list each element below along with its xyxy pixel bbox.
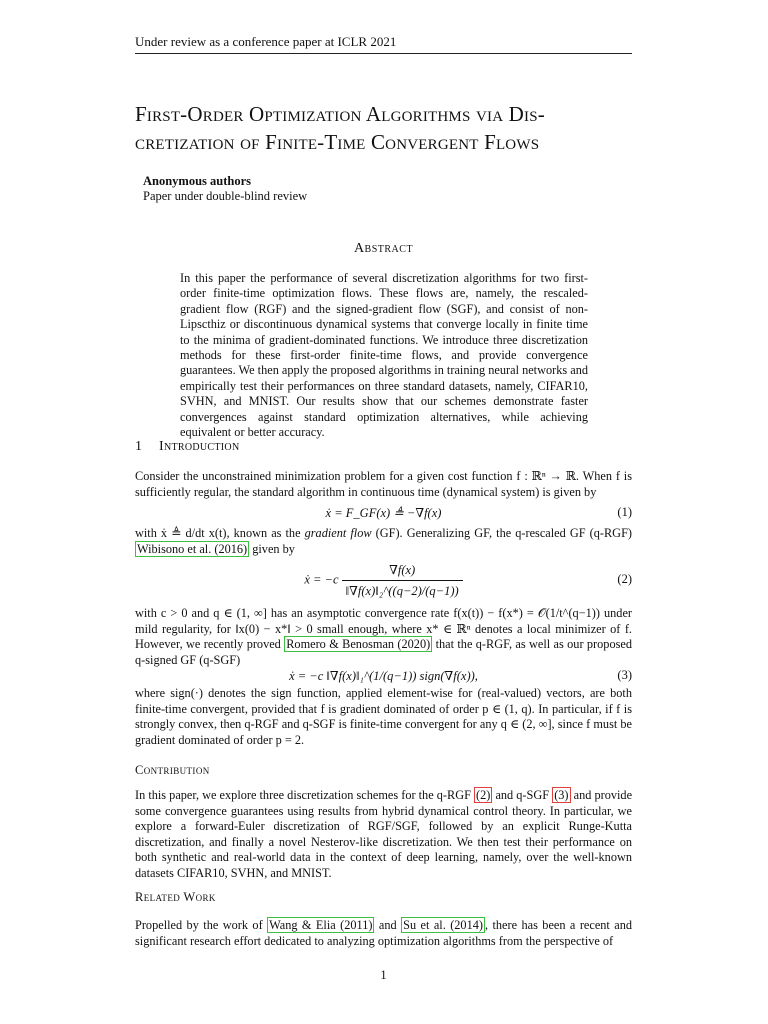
intro-paragraph-4: where sign(·) denotes the sign function, applied element-wise for (real-valued) vectors, are both finite-time convergent, provided that f is gradient dominated of order p ∈ (1, q). In particular, if f is strongly convex, then q-RGF and q-SGF is finite-time convergent for any q ∈ (2, ∞], since f must be gradient dominated of order p = 2. [135,686,632,747]
section-heading-introduction [135,439,239,455]
title-line-2: cretization of Finite-Time Convergent Flows [135,130,540,154]
equation-1-tag: (1) [617,505,632,519]
author-name: Anonymous authors [143,174,252,188]
equation-reference-link[interactable]: (3) [554,788,569,802]
paper-page [135,0,632,1024]
paper-title [135,100,632,156]
citation-link[interactable]: Romero & Benosman (2020) [286,637,431,652]
section-number: 1 [135,439,143,454]
p2-text-b: (GF). Generalizing GF, the q-rescaled GF (q-RGF) [375,526,632,540]
contribution-paragraph [135,788,632,882]
equation-2-lhs: ẋ = −c [304,572,339,587]
abstract-text: In this paper the performance of several discretization algorithms for two first-order finite-time optimization flows. These flows are, namely, the rescaled-gradient flow (RGF) and the signed-gradient flow (SGF), and consist of non-Lipscthiz or discontinuous dynamical systems that converge locally in finite time to the minima of gradient-dominated functions. We introduce three discretization methods for these first-order finite-time flows, and provide convergence guarantees. We then apply the proposed algorithms in training neural networks and empirically test their performances on three standard datasets, namely, CIFAR10, SVHN, and MNIST. Our results show that our schemes demonstrate faster convergences against standard optimization alternatives, while achieving equivalent or better accuracy. [180,271,588,440]
abstract-heading: Abstract [353,241,414,256]
intro-paragraph-3 [135,606,632,668]
author-block [143,174,307,204]
p3-text-b: that the q-RGF, as well as our proposed q-signed GF (q-SGF) [135,637,632,667]
citation-link[interactable]: Wibisono et al. (2016) [137,541,248,556]
page-number: 1 [380,968,387,982]
p2-text-c: given by [252,541,295,556]
author-affiliation: Paper under double-blind review [143,189,308,203]
related-text-a: Propelled by the work of [135,918,263,932]
equation-3 [135,668,632,688]
intro-paragraph-2 [135,526,632,557]
citation-link[interactable]: Wang & Elia (2011) [269,918,373,932]
running-header: Under review as a conference paper at ICLR 2021 [135,34,632,54]
p3-text-a: with c > 0 and q ∈ (1, ∞] has an asymptotic convergence rate f(x(t)) − f(x*) = 𝒪(1/t^(q−1)) under mild regularity, for ‖x(0) − x*‖ > 0 small enough, where x* ∈ ℝⁿ denotes a local minimizer of f. However, we recently proved [135,606,632,652]
contribution-heading: Contribution [135,763,210,777]
contribution-text-c: and provide some convergence guarantees using results from hybrid dynamical control theory. In particular, we explore a forward-Euler discretization of RGF/SGF, followed by an explicit Runge-Kutta discretization, and finally a novel Nesterov-like discretization. We then test their performance on both synthetic and real-world data in the context of deep learning, namely, over the well-known datasets CIFAR10, SVHN, and MNIST. [135,788,633,880]
equation-2-denominator: ‖∇f(x)‖₂^((q−2)/(q−1)) [345,584,459,598]
equation-2-tag: (2) [617,572,632,586]
equation-reference-link[interactable]: (2) [476,788,491,802]
citation-link[interactable]: Su et al. (2014) [403,918,483,932]
title-line-1: First-Order Optimization Algorithms via Dis- [135,102,545,126]
intro-paragraph-1: Consider the unconstrained minimization problem for a given cost function f : ℝⁿ → ℝ. When f is sufficiently regular, the standard algorithm in continuous time (dynamical system) is given by [135,469,632,499]
p2-text-a: with ẋ ≜ d/dt x(t), known as the [135,526,301,540]
equation-2 [135,562,632,598]
section-title: Introduction [159,439,240,454]
equation-1-body: ẋ = F_GF(x) ≜ −∇f(x) [325,506,442,520]
equation-3-tag: (3) [617,668,632,682]
equation-2-fraction [342,562,463,599]
equation-2-body [135,562,632,599]
p2-emphasis: gradient flow [304,526,372,540]
equation-1 [135,505,632,525]
contribution-text-b: and q-SGF [495,788,550,802]
related-text-b: and [378,918,397,932]
equation-2-numerator: ∇f(x) [342,562,463,581]
equation-3-body: ẋ = −c ‖∇f(x)‖₁^(1/(q−1)) sign(∇f(x)), [289,669,478,683]
related-work-heading: Related Work [135,890,216,904]
related-text-c: , there has been a recent and significant research effort dedicated to analyzing optimization algorithms from the perspective of [135,918,633,948]
contribution-text-a: In this paper, we explore three discretization schemes for the q-RGF [135,788,471,802]
related-work-paragraph [135,918,632,949]
